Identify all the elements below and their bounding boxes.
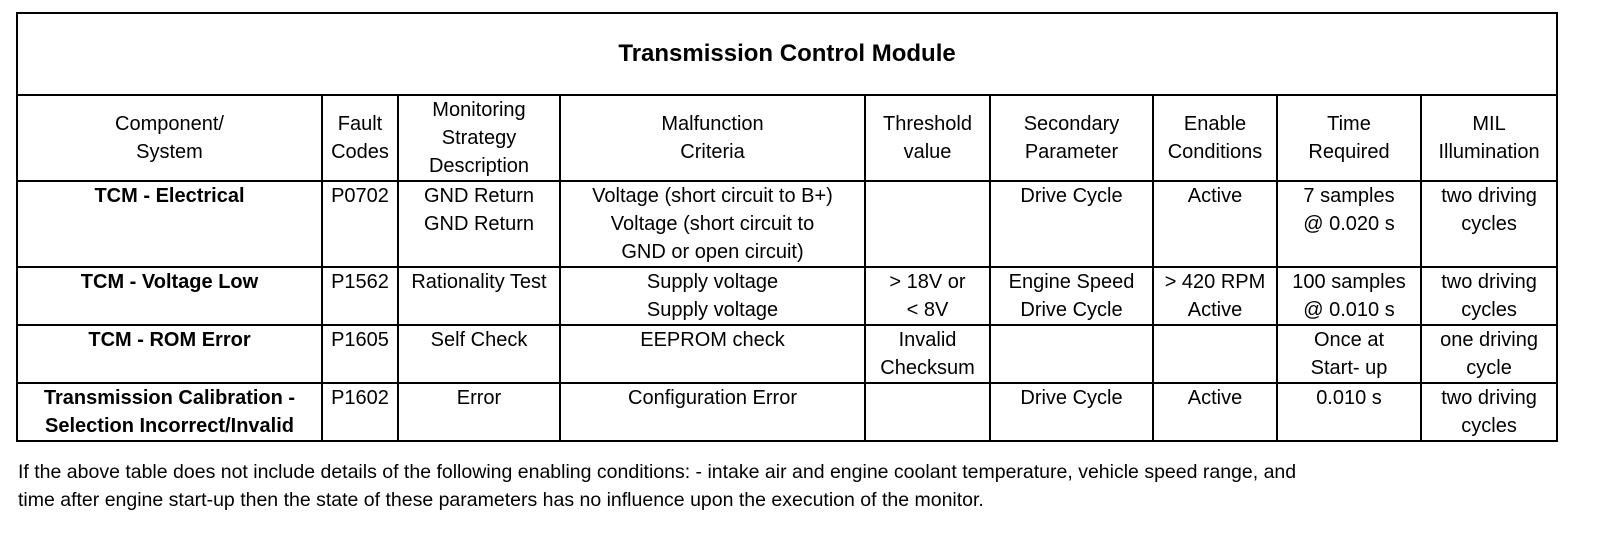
header-line: Time xyxy=(1327,113,1371,135)
cell-line: two driving xyxy=(1441,387,1537,409)
cell-malfunction xyxy=(560,325,865,383)
cell-mil xyxy=(1421,325,1557,383)
cell-threshold xyxy=(865,181,990,267)
cell-time xyxy=(1277,325,1421,383)
header-mil-illumination xyxy=(1421,95,1557,181)
cell-line: Checksum xyxy=(880,357,975,379)
header-line: Secondary xyxy=(1023,113,1120,135)
header-line: Parameter xyxy=(1024,141,1119,163)
cell-mil xyxy=(1421,181,1557,267)
header-line: Illumination xyxy=(1438,141,1540,163)
header-line: Malfunction xyxy=(661,113,764,135)
cell-mil xyxy=(1421,267,1557,325)
cell-line: P1602 xyxy=(331,387,389,409)
cell-line: GND Return xyxy=(423,213,535,235)
header-row xyxy=(17,95,1557,181)
cell-line: Engine Speed xyxy=(1008,271,1135,293)
cell-secondary xyxy=(990,383,1153,441)
cell-enable xyxy=(1153,267,1277,325)
cell-malfunction xyxy=(560,181,865,267)
cell-secondary xyxy=(990,325,1153,383)
cell-line: cycles xyxy=(1461,213,1517,235)
cell-line: TCM - ROM Error xyxy=(88,329,251,351)
cell-line: Drive Cycle xyxy=(1020,299,1123,321)
header-component-system xyxy=(17,95,322,181)
cell-line: cycle xyxy=(1466,357,1512,379)
header-line: MIL xyxy=(1472,113,1506,135)
cell-line: 100 samples xyxy=(1292,271,1406,293)
header-line: Enable xyxy=(1183,113,1247,135)
cell-line: @ 0.010 s xyxy=(1303,299,1395,321)
header-line: Component/ xyxy=(115,113,224,135)
header-line: System xyxy=(136,141,203,163)
cell-line: EEPROM check xyxy=(640,329,785,351)
cell-fault-codes xyxy=(322,181,398,267)
footnote xyxy=(18,458,1578,514)
cell-component xyxy=(17,325,322,383)
cell-line: > 420 RPM xyxy=(1164,271,1266,293)
cell-threshold xyxy=(865,325,990,383)
cell-line: < 8V xyxy=(906,299,949,321)
cell-fault-codes xyxy=(322,267,398,325)
cell-line: Configuration Error xyxy=(628,387,797,409)
header-line: Conditions xyxy=(1167,141,1263,163)
cell-line: TCM - Voltage Low xyxy=(80,271,259,293)
cell-time xyxy=(1277,267,1421,325)
table-row xyxy=(17,325,1557,383)
cell-enable xyxy=(1153,383,1277,441)
cell-line: Once at xyxy=(1313,329,1385,351)
cell-secondary xyxy=(990,267,1153,325)
cell-fault-codes xyxy=(322,325,398,383)
cell-time xyxy=(1277,383,1421,441)
cell-line: Voltage (short circuit to B+) xyxy=(592,185,833,207)
cell-line: P0702 xyxy=(331,185,389,207)
cell-time xyxy=(1277,181,1421,267)
cell-line: TCM - Electrical xyxy=(94,185,245,207)
table-row xyxy=(17,267,1557,325)
table-row xyxy=(17,181,1557,267)
cell-line: Active xyxy=(1187,299,1243,321)
cell-line: Voltage (short circuit to xyxy=(610,213,815,235)
cell-line: Self Check xyxy=(430,329,528,351)
cell-line: two driving xyxy=(1441,185,1537,207)
tcm-table xyxy=(16,12,1558,442)
cell-line: Start- up xyxy=(1310,357,1388,379)
cell-threshold xyxy=(865,383,990,441)
footnote-line: If the above table does not include details of the following enabling conditions: - intake air and engine coolant temperature, vehicle speed range, and xyxy=(18,461,1297,483)
cell-mil xyxy=(1421,383,1557,441)
header-line: Codes xyxy=(331,141,389,163)
cell-line: 7 samples xyxy=(1303,185,1395,207)
cell-monitoring xyxy=(398,383,560,441)
cell-malfunction xyxy=(560,267,865,325)
header-line: value xyxy=(903,141,952,163)
cell-line: Error xyxy=(456,387,502,409)
cell-line: > 18V or xyxy=(889,271,966,293)
header-fault-codes xyxy=(322,95,398,181)
table-row xyxy=(17,383,1557,441)
cell-line: Supply voltage xyxy=(646,271,779,293)
header-line: Monitoring xyxy=(432,99,526,121)
header-line: Description xyxy=(428,155,530,177)
cell-line: Drive Cycle xyxy=(1020,387,1123,409)
cell-monitoring xyxy=(398,325,560,383)
cell-line: Active xyxy=(1187,387,1243,409)
cell-secondary xyxy=(990,181,1153,267)
header-line: Strategy xyxy=(441,127,517,149)
cell-enable xyxy=(1153,325,1277,383)
cell-line: Drive Cycle xyxy=(1020,185,1123,207)
cell-line: Invalid xyxy=(898,329,957,351)
cell-line: GND Return xyxy=(423,185,535,207)
cell-line: @ 0.020 s xyxy=(1303,213,1395,235)
footnote-line: time after engine start-up then the state of these parameters has no influence upon the execution of the monitor. xyxy=(18,489,984,511)
header-line: Threshold xyxy=(883,113,972,135)
cell-line: one driving xyxy=(1440,329,1538,351)
cell-line: Supply voltage xyxy=(646,299,779,321)
cell-fault-codes xyxy=(322,383,398,441)
cell-malfunction xyxy=(560,383,865,441)
cell-line: Active xyxy=(1187,185,1243,207)
cell-line: two driving xyxy=(1441,271,1537,293)
cell-monitoring xyxy=(398,181,560,267)
cell-line: Rationality Test xyxy=(411,271,547,293)
cell-enable xyxy=(1153,181,1277,267)
cell-line: Selection Incorrect/Invalid xyxy=(45,415,294,437)
cell-line: Transmission Calibration - xyxy=(43,387,296,409)
cell-component xyxy=(17,383,322,441)
header-line: Criteria xyxy=(680,141,745,163)
header-time-required xyxy=(1277,95,1421,181)
table-title: Transmission Control Module xyxy=(17,13,1557,95)
cell-monitoring xyxy=(398,267,560,325)
cell-line: GND or open circuit) xyxy=(621,241,804,263)
header-secondary-parameter xyxy=(990,95,1153,181)
header-threshold-value xyxy=(865,95,990,181)
header-line: Fault xyxy=(337,113,383,135)
header-enable-conditions xyxy=(1153,95,1277,181)
cell-line: cycles xyxy=(1461,299,1517,321)
cell-threshold xyxy=(865,267,990,325)
header-monitoring-strategy xyxy=(398,95,560,181)
cell-line: 0.010 s xyxy=(1316,387,1382,409)
header-line: Required xyxy=(1308,141,1390,163)
cell-line: P1562 xyxy=(331,271,389,293)
header-malfunction-criteria xyxy=(560,95,865,181)
cell-line: cycles xyxy=(1461,415,1517,437)
cell-component xyxy=(17,181,322,267)
cell-component xyxy=(17,267,322,325)
cell-line: P1605 xyxy=(331,329,389,351)
